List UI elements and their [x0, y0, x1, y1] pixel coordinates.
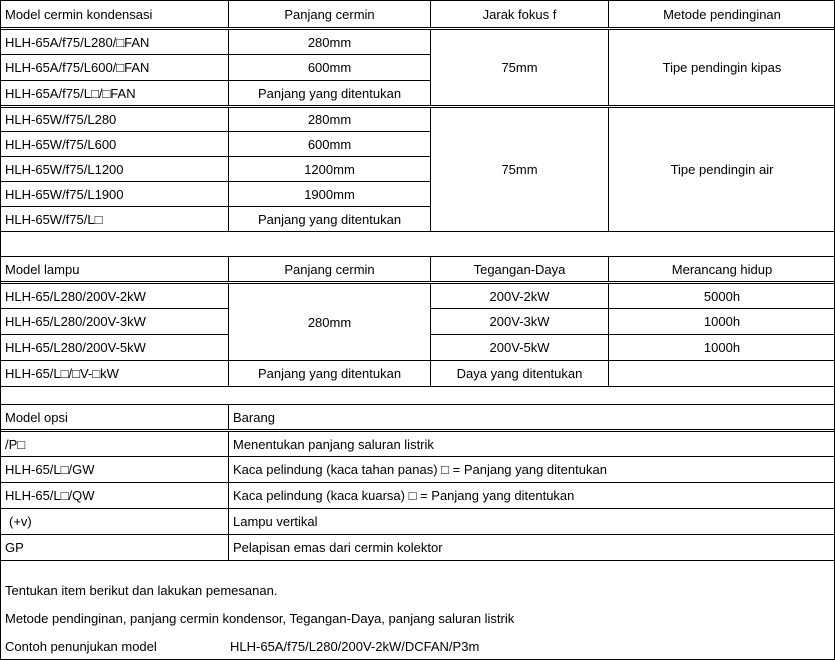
option-item-cell: Kaca pelindung (kaca kuarsa) □ = Panjang yang ditentukan	[229, 483, 835, 509]
ordering-items: Metode pendinginan, panjang cermin kondensor, Tegangan-Daya, panjang saluran listrik	[5, 611, 515, 626]
table-row	[1, 457, 835, 483]
mirror-length-cell: 280mm	[229, 29, 431, 55]
model-cell: HLH-65W/f75/L280	[1, 107, 229, 132]
option-item-cell: Menentukan panjang saluran listrik	[229, 431, 835, 457]
column-header: Barang	[229, 405, 835, 431]
table-row	[1, 509, 835, 535]
option-model-cell: HLH-65/L□/GW	[1, 457, 229, 483]
focus-distance-cell: 75mm	[431, 29, 609, 107]
ordering-notes	[0, 560, 835, 660]
table-header-row	[1, 257, 835, 283]
condenser-mirror-table	[0, 0, 835, 232]
design-life-cell: 5000h	[609, 283, 835, 309]
column-header: Tegangan-Daya	[431, 257, 609, 283]
model-cell: HLH-65W/f75/L1200	[1, 157, 229, 182]
voltage-power-cell: 200V-2kW	[431, 283, 609, 309]
mirror-length-cell: 1200mm	[229, 157, 431, 182]
column-header: Jarak fokus f	[431, 1, 609, 29]
model-cell: HLH-65/L□/□V-□kW	[1, 361, 229, 387]
model-cell: HLH-65/L280/200V-3kW	[1, 309, 229, 335]
lamp-model-table	[0, 256, 835, 387]
mirror-length-cell: 1900mm	[229, 182, 431, 207]
mirror-length-cell: Panjang yang ditentukan	[229, 207, 431, 232]
mirror-length-cell: 600mm	[229, 132, 431, 157]
mirror-length-cell: Panjang yang ditentukan	[229, 81, 431, 107]
model-cell: HLH-65A/f75/L280/□FAN	[1, 29, 229, 55]
mirror-length-cell: Panjang yang ditentukan	[229, 361, 431, 387]
option-model-cell: (+v)	[1, 509, 229, 535]
focus-distance-cell: 75mm	[431, 107, 609, 232]
column-header: Model lampu	[1, 257, 229, 283]
model-cell: HLH-65W/f75/L1900	[1, 182, 229, 207]
model-cell: HLH-65/L280/200V-2kW	[1, 283, 229, 309]
voltage-power-cell: 200V-3kW	[431, 309, 609, 335]
column-header: Metode pendinginan	[609, 1, 835, 29]
model-example-label: Contoh penunjukan model	[5, 639, 157, 654]
column-header: Panjang cermin	[229, 257, 431, 283]
voltage-power-cell: 200V-5kW	[431, 335, 609, 361]
table-row	[1, 361, 835, 387]
column-header: Panjang cermin	[229, 1, 431, 29]
model-cell: HLH-65A/f75/L□/□FAN	[1, 81, 229, 107]
model-example-value: HLH-65A/f75/L280/200V-2kW/DCFAN/P3m	[230, 639, 480, 654]
table-row	[1, 535, 835, 561]
table-header-row	[1, 1, 835, 29]
design-life-cell	[609, 361, 835, 387]
model-example-line	[5, 633, 830, 660]
table-row	[1, 283, 835, 309]
model-cell: HLH-65/L280/200V-5kW	[1, 335, 229, 361]
column-header: Merancang hidup	[609, 257, 835, 283]
cooling-method-cell: Tipe pendingin kipas	[609, 29, 835, 107]
option-item-cell: Lampu vertikal	[229, 509, 835, 535]
mirror-length-cell: 600mm	[229, 55, 431, 81]
option-model-cell: HLH-65/L□/QW	[1, 483, 229, 509]
model-cell: HLH-65W/f75/L□	[1, 207, 229, 232]
table-row	[1, 29, 835, 55]
option-model-table	[0, 404, 835, 561]
option-item-cell: Kaca pelindung (kaca tahan panas) □ = Panjang yang ditentukan	[229, 457, 835, 483]
option-model-cell: GP	[1, 535, 229, 561]
design-life-cell: 1000h	[609, 335, 835, 361]
table-header-row	[1, 405, 835, 431]
design-life-cell: 1000h	[609, 309, 835, 335]
option-model-cell: /P□	[1, 431, 229, 457]
model-cell: HLH-65W/f75/L600	[1, 132, 229, 157]
ordering-instruction: Tentukan item berikut dan lakukan pemesanan.	[5, 583, 278, 598]
table-row	[1, 431, 835, 457]
mirror-length-cell: 280mm	[229, 107, 431, 132]
model-cell: HLH-65A/f75/L600/□FAN	[1, 55, 229, 81]
mirror-length-cell: 280mm	[229, 283, 431, 361]
cooling-method-cell: Tipe pendingin air	[609, 107, 835, 232]
voltage-power-cell: Daya yang ditentukan	[431, 361, 609, 387]
table-row	[1, 107, 835, 132]
column-header: Model opsi	[1, 405, 229, 431]
option-item-cell: Pelapisan emas dari cermin kolektor	[229, 535, 835, 561]
table-row	[1, 483, 835, 509]
column-header: Model cermin kondensasi	[1, 1, 229, 29]
